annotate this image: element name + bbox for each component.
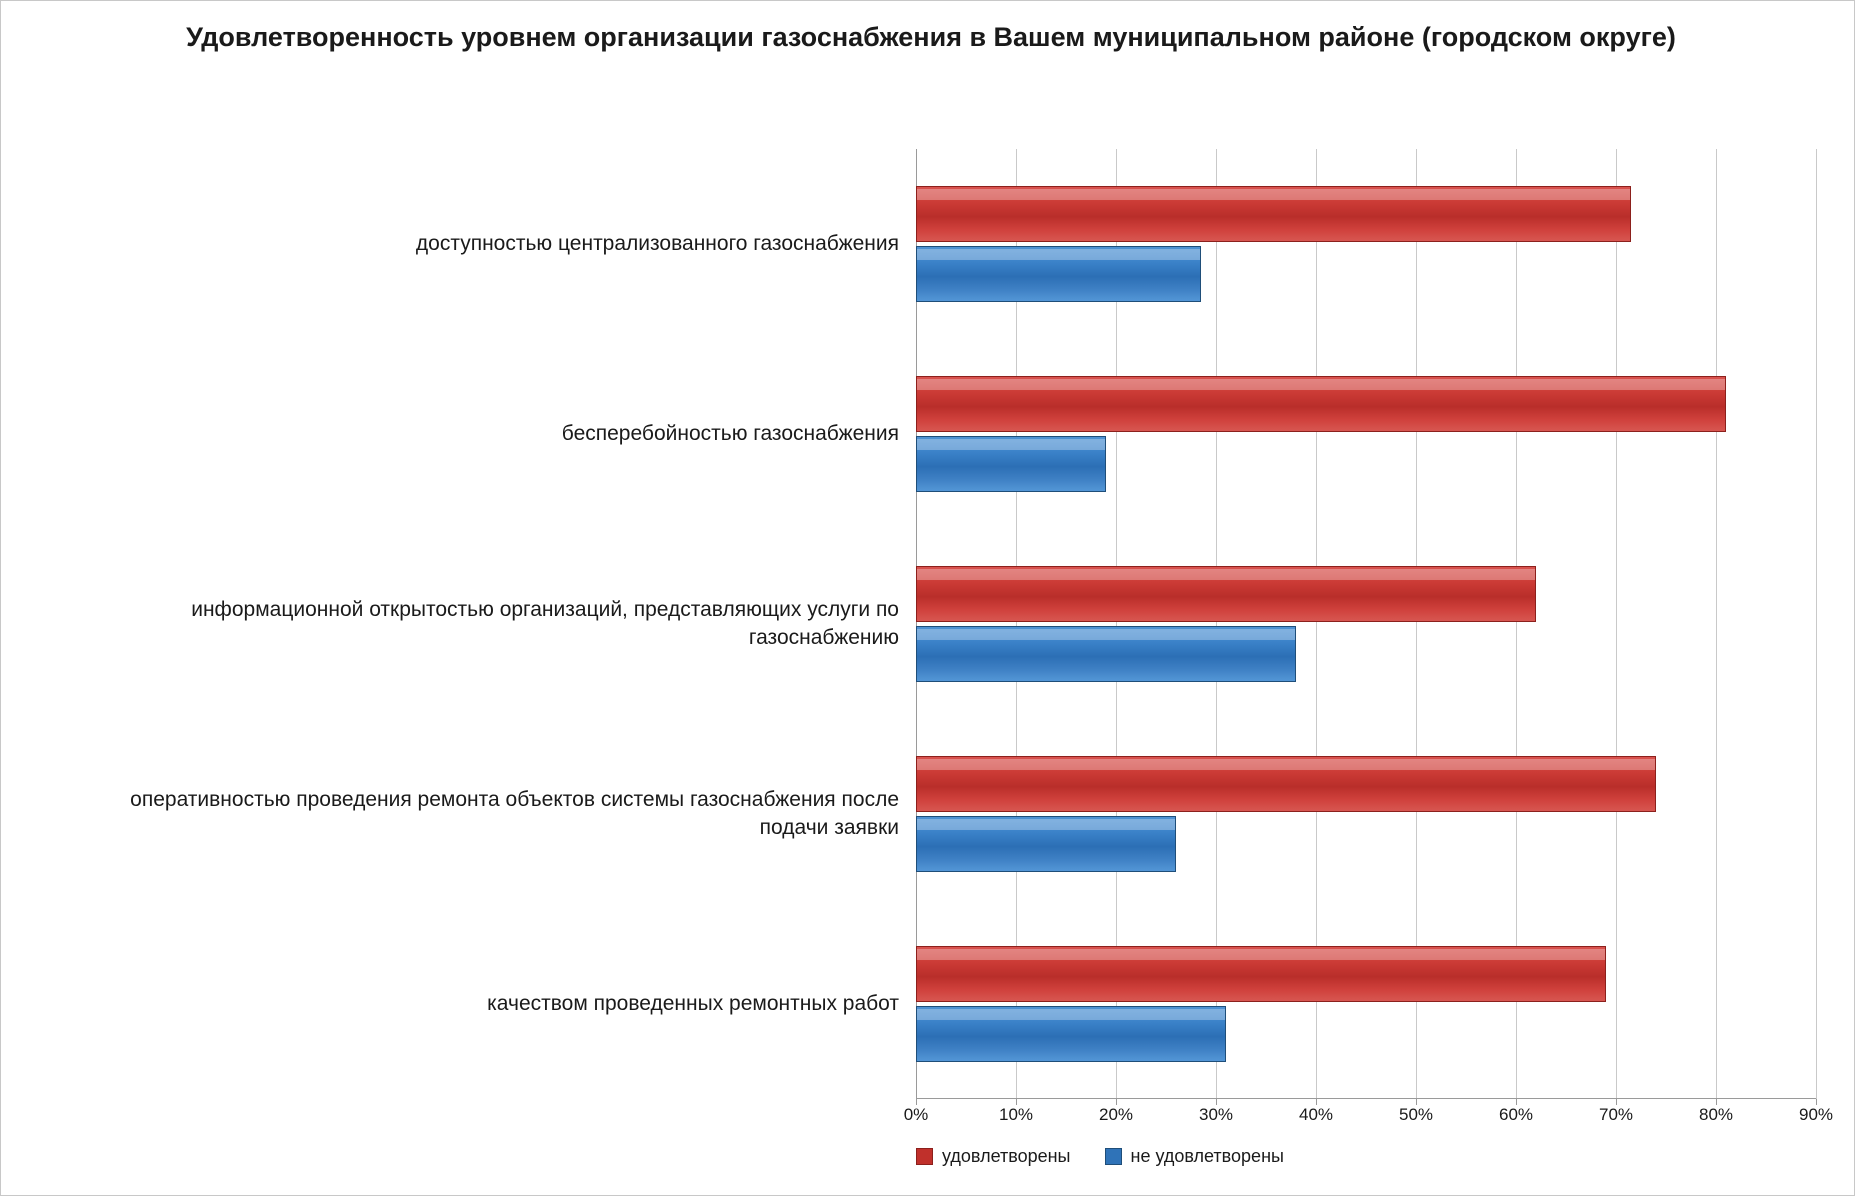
bar-not-satisfied[interactable] <box>916 246 1201 302</box>
bar-not-satisfied[interactable] <box>916 1006 1226 1062</box>
chart-title: Удовлетворенность уровнем организации газоснабжения в Вашем муниципальном районе (городском округе) <box>186 22 1676 52</box>
bar-highlight <box>917 249 1200 260</box>
x-tick-label: 10% <box>998 1105 1034 1124</box>
bar-highlight <box>917 629 1295 640</box>
bar-highlight <box>917 1009 1225 1020</box>
chart-legend <box>916 1146 1284 1167</box>
bar-highlight <box>917 379 1725 390</box>
bar-satisfied[interactable] <box>916 566 1536 622</box>
bar-not-satisfied[interactable] <box>916 626 1296 682</box>
category-label: доступностью централизованного газоснабжения <box>415 232 899 255</box>
legend-swatch-icon <box>916 1148 933 1165</box>
x-tick-label: 90% <box>1798 1105 1834 1124</box>
bar-not-satisfied[interactable] <box>916 816 1176 872</box>
bar-satisfied[interactable] <box>916 186 1631 242</box>
bar-highlight <box>917 569 1535 580</box>
legend-label: удовлетворены <box>942 1146 1071 1166</box>
category-label: бесперебойностью газоснабжения <box>561 422 899 445</box>
x-tick-label: 50% <box>1398 1105 1434 1124</box>
bar-highlight <box>917 949 1605 960</box>
x-tick-label: 30% <box>1198 1105 1234 1124</box>
category-label: оперативностью проведения ремонта объектов системы газоснабжения после подачи заявки <box>130 787 899 839</box>
x-tick-label: 40% <box>1298 1105 1334 1124</box>
bar-satisfied[interactable] <box>916 756 1656 812</box>
legend-item-1[interactable] <box>1105 1146 1284 1167</box>
bar-not-satisfied[interactable] <box>916 436 1106 492</box>
bar-satisfied[interactable] <box>916 376 1726 432</box>
gridline <box>1816 149 1817 1099</box>
x-tick-label: 70% <box>1598 1105 1634 1124</box>
legend-label: не удовлетворены <box>1130 1146 1284 1166</box>
plot-area <box>916 149 1816 1099</box>
x-axis-line <box>916 1098 1816 1099</box>
category-label: информационной открытостью организаций, представляющих услуги по газоснабжению <box>191 597 899 649</box>
bar-highlight <box>917 189 1630 200</box>
category-label: качеством проведенных ремонтных работ <box>487 992 899 1015</box>
bar-highlight <box>917 439 1105 450</box>
x-tick-label: 0% <box>903 1105 929 1124</box>
bar-satisfied[interactable] <box>916 946 1606 1002</box>
x-tick-label: 60% <box>1498 1105 1534 1124</box>
x-tick-label: 20% <box>1098 1105 1134 1124</box>
legend-swatch-icon <box>1105 1148 1122 1165</box>
gridline <box>1616 149 1617 1099</box>
legend-item-0[interactable] <box>916 1146 1071 1167</box>
bar-highlight <box>917 819 1175 830</box>
x-tick-label: 80% <box>1698 1105 1734 1124</box>
bar-highlight <box>917 759 1655 770</box>
gridline <box>1716 149 1717 1099</box>
